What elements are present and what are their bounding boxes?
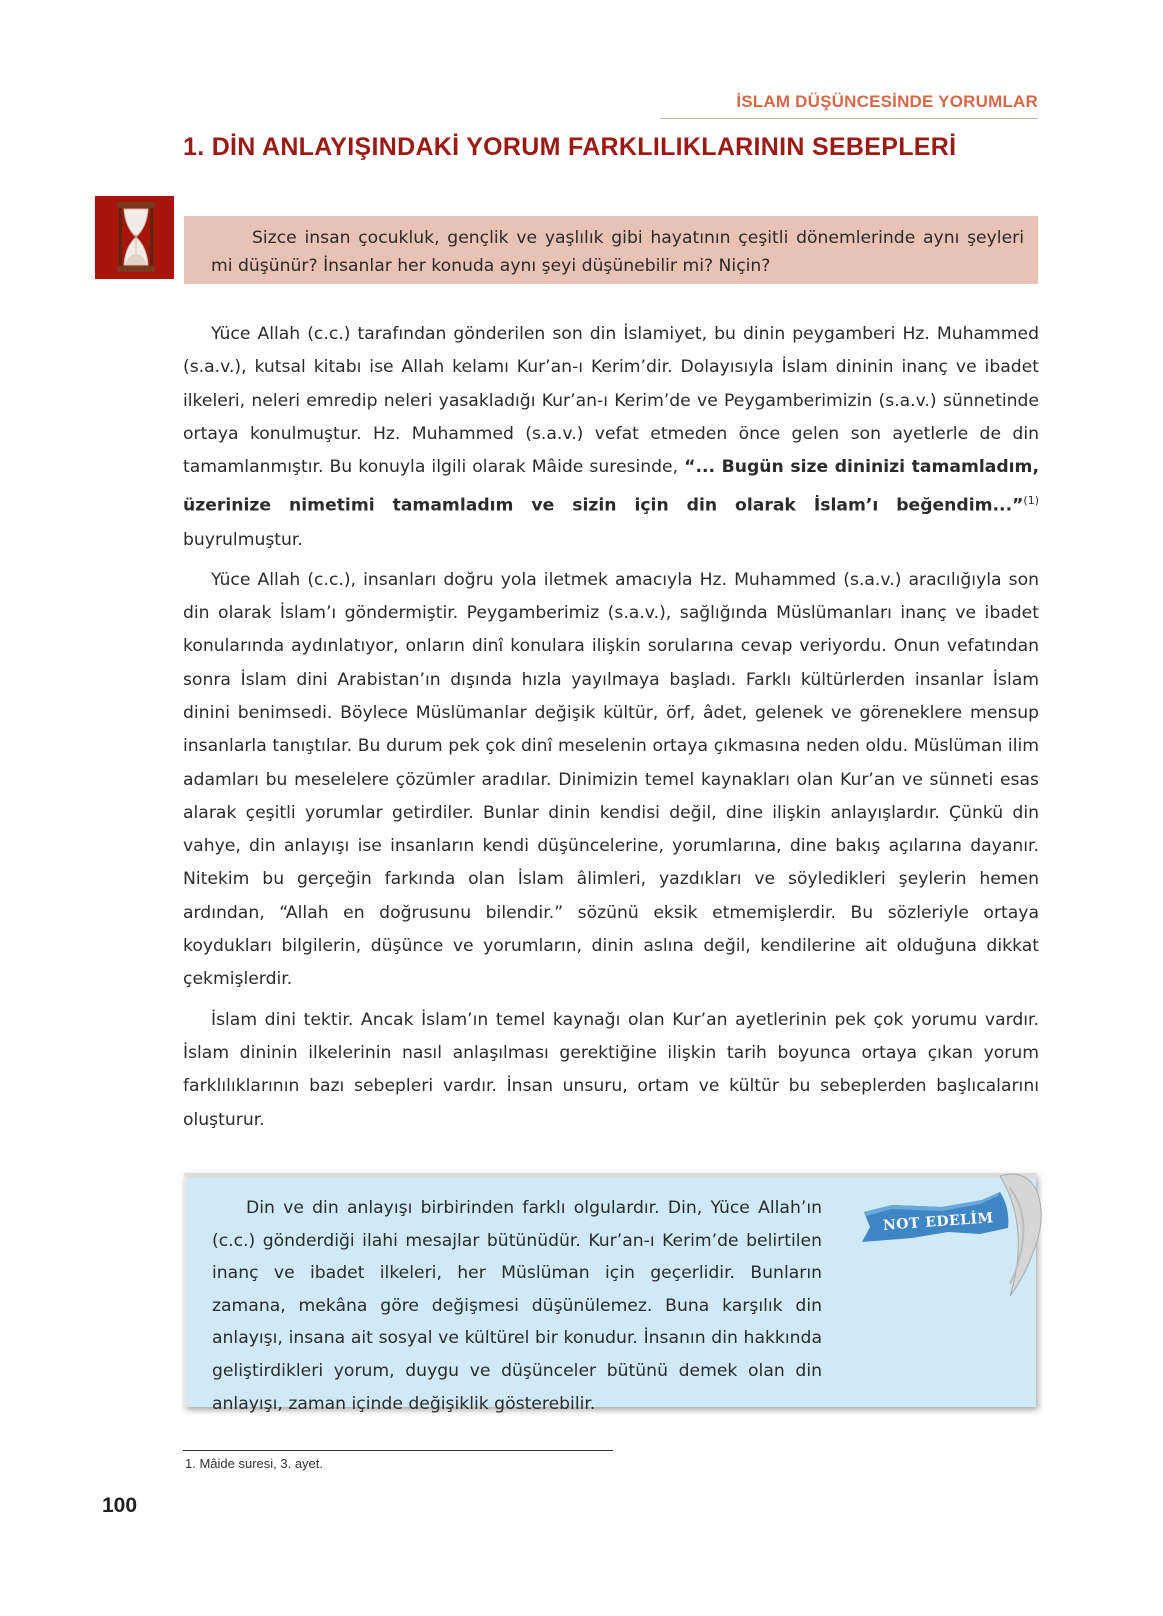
- section-underline: [660, 118, 1038, 119]
- page-number: 100: [102, 1494, 138, 1517]
- quote-ayah: “... Bugün size dininizi tamamladım, üzerinize nimetimi tamamladım ve sizin için din olarak İslam’ı beğendim...”: [183, 457, 1039, 517]
- paragraph-1: [183, 318, 1039, 557]
- hourglass-icon: [95, 196, 174, 279]
- question-box: [184, 216, 1038, 284]
- section-header: İSLAM DÜŞÜNCESİNDE YORUMLAR: [736, 92, 1038, 111]
- footnote: 1. Mâide suresi, 3. ayet.: [185, 1456, 324, 1471]
- paragraph-1-text: Yüce Allah (c.c.) tarafından gönderilen son din İslamiyet, bu dinin peygamberi Hz. Muhammed (s.a.v.), kutsal kitabı ise Allah kelamı Kur’an-ı Kerim’dir. Dolayısıyla İslam dininin inanç ve ibadet ilkeleri, neleri emredip neleri yasakladığı Kur’an-ı Kerim’de ve Peygamberimizin (s.a.v.) sünnetinde ortaya konulmuştur. Hz. Muhammed (s.a.v.) vefat etmeden önce gelen son ayetlerle de din tamamlanmıştır. Bu konuyla ilgili olarak Mâide suresinde,: [183, 324, 1039, 478]
- note-banner-icon: [850, 1172, 1065, 1322]
- paragraph-2: Yüce Allah (c.c.), insanları doğru yola iletmek amacıyla Hz. Muhammed (s.a.v.) aracılığıyla son din olarak İslam’ı göndermiştir. Peygamberimiz (s.a.v.), sağlığında Müslümanları inanç ve ibadet konularında aydınlatıyor, onların dinî konulara ilişkin sorularına cevap veriyordu. Onun vefatından sonra İslam dini Arabistan’ın dışında hızla yayılmaya başladı. Farklı kültürlerden insanlar İslam dinini benimsedi. Böylece Müslümanlar değişik kültür, örf, âdet, gelenek ve göreneklere mensup insanlarla tanıştılar. Bu durum pek çok dinî meselenin ortaya çıkmasına neden oldu. Müslüman ilim adamları bu meselelere çözümler aradılar. Dinimizin temel kaynakları olan Kur’an ve sünneti esas alarak çeşitli yorumlar getirdiler. Bunlar dinin kendisi değil, dine ilişkin anlayışlardır. Çünkü din vahye, din anlayışı ise insanların kendi düşüncelerine, yorumlarına, dine bakış açılarına dayanır. Nitekim bu gerçeğin farkında olan İslam âlimleri, yazdıkları ve söyledikleri şeylerin hemen ardından, “Allah en doğrusunu bilendir.” sözünü eksik etmemişlerdir. Bu sözleriyle ortaya koydukları bilgilerin, düşünce ve yorumların, dinin aslına değil, kendilerine ait olduğuna dikkat çekmişlerdir.: [183, 569, 1039, 990]
- note-label: NOT EDELİM: [882, 1210, 995, 1234]
- note-text-block: [212, 1192, 822, 1420]
- chapter-title: 1. DİN ANLAYIŞINDAKİ YORUM FARKLILIKLARININ SEBEPLERİ: [183, 133, 957, 161]
- note-text: Din ve din anlayışı birbirinden farklı olgulardır. Din, Yüce Allah’ın (c.c.) gönderdiği ilahi mesajlar bütünüdür. Kur’an-ı Kerim’de belirtilen inanç ve ibadet ilkeleri, her Müslüman için geçerlidir. Bunların zamana, mekâna göre değişmesi düşünülemez. Buna karşılık din anlayışı, insana ait sosyal ve kültürel bir konudur. İnsanın din hakkında geliştirdikleri yorum, duygu ve düşünceler bütünü demek olan din anlayışı, zaman içinde değişiklik gösterebilir.: [212, 1198, 822, 1414]
- footnote-rule: [183, 1450, 613, 1451]
- paragraph-1-end: buyrulmuştur.: [183, 529, 303, 550]
- paragraph-3: İslam dini tektir. Ancak İslam’ın temel kaynağı olan Kur’an ayetlerinin pek çok yorumu vardır. İslam dininin ilkelerinin nasıl anlaşılması gerektiğine ilişkin tarih boyunca ortaya çıkan yorum farklılıklarının bazı sebepleri vardır. İnsan unsuru, ortam ve kültür bu sebeplerden başlıcalarını oluşturur.: [183, 1009, 1039, 1130]
- question-text: Sizce insan çocukluk, gençlik ve yaşlılık gibi hayatının çeşitli dönemlerinde aynı şeyleri mi düşünür? İnsanlar her konuda aynı şeyi düşünebilir mi? Niçin?: [211, 228, 1024, 276]
- body-text: [183, 318, 1039, 1144]
- footnote-reference: (1): [1023, 494, 1039, 508]
